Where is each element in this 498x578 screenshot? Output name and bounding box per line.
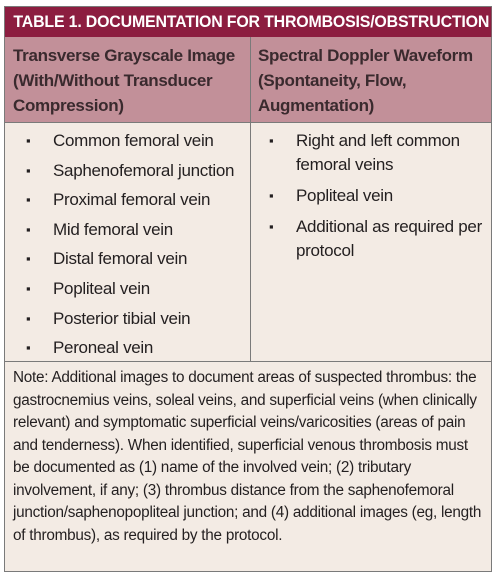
list-item: ▪ Peroneal vein <box>5 336 250 366</box>
bullet-icon: ▪ <box>26 221 31 237</box>
doppler-vein-list <box>251 129 491 270</box>
bullet-icon: ▪ <box>26 133 31 148</box>
column-header-doppler: Spectral Doppler Waveform (Spontaneity, Flow, Augmentation) <box>258 46 473 115</box>
column-header-grayscale: Transverse Grayscale Image (With/Without Transducer Compression) <box>13 46 235 115</box>
list-item: ▪ Popliteal vein <box>5 277 250 307</box>
list-item: ▪ Right and left common femoral veins <box>269 131 460 174</box>
documentation-table <box>4 6 492 572</box>
bullet-icon: ▪ <box>26 251 31 267</box>
bullet-icon: ▪ <box>269 219 274 234</box>
bullet-icon: ▪ <box>26 192 31 208</box>
list-item: ▪ Posterior tibial vein <box>5 307 250 337</box>
bullet-icon: ▪ <box>26 340 31 356</box>
list-item: ▪ Popliteal vein <box>251 184 491 208</box>
table-note: Note: Additional images to document areas of suspected thrombus: the gastrocnemius veins, soleal veins, and superficial veins (when clinically relevant) and symptomatic superficial veins/varicosities (areas of pain and tenderness). When identified, superficial venous thrombosis must be documented as (1) name of the involved vein; (2) tributary involvement, if any; (3) thrombus distance from the saphenofemoral junction/saphenopopliteal junction; and (4) additional images (eg, length of thrombus), as required by the protocol. <box>13 369 482 544</box>
table-title: TABLE 1. DOCUMENTATION FOR THROMBOSIS/OBSTRUCTION <box>5 7 491 37</box>
list-item: ▪ Common femoral vein <box>5 129 250 159</box>
bullet-icon: ▪ <box>269 188 274 203</box>
bullet-icon: ▪ <box>26 310 31 326</box>
list-item: ▪ Additional as required per protocol <box>269 217 482 260</box>
table-header-row <box>5 37 491 123</box>
bullet-icon: ▪ <box>26 280 31 296</box>
grayscale-vein-list <box>5 129 250 366</box>
list-item: ▪ Mid femoral vein <box>5 218 250 248</box>
note-divider <box>5 361 491 362</box>
bullet-icon: ▪ <box>26 162 31 178</box>
list-item: ▪ Distal femoral vein <box>5 247 250 277</box>
bullet-icon: ▪ <box>269 133 274 148</box>
list-item: ▪ Saphenofemoral junction <box>5 159 250 189</box>
list-item: ▪ Proximal femoral vein <box>5 188 250 218</box>
